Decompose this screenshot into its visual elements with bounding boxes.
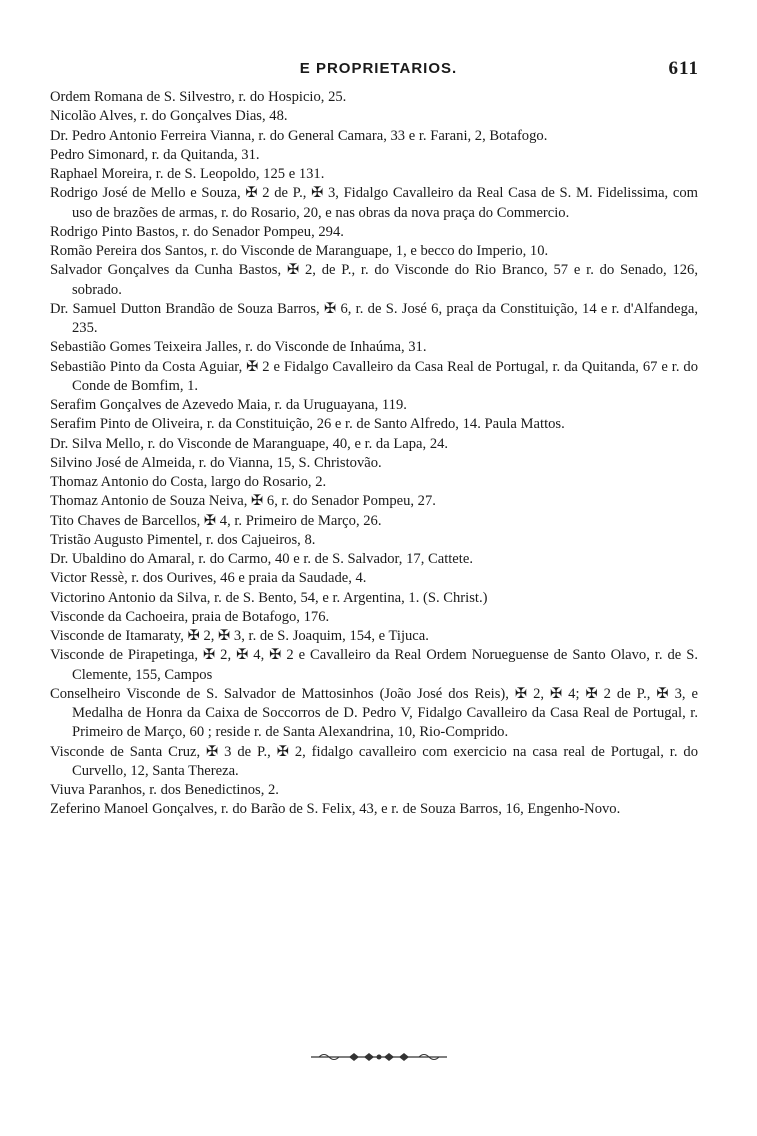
page-number: 611 <box>668 58 699 79</box>
directory-entry: Dr. Pedro Antonio Ferreira Vianna, r. do General Camara, 33 e r. Farani, 2, Botafogo. <box>50 127 548 144</box>
directory-entry: Victorino Antonio da Silva, r. de S. Bento, 54, e r. Argentina, 1. (S. Christ.) <box>50 589 488 606</box>
directory-entry: Visconde da Cachoeira, praia de Botafogo, 176. <box>50 608 330 625</box>
directory-entry: Silvino José de Almeida, r. do Vianna, 15, S. Christovão. <box>50 454 382 471</box>
directory-entry: Visconde de Itamaraty, ✠ 2, ✠ 3, r. de S. Joaquim, 154, e Tijuca. <box>50 628 429 644</box>
running-title: E PROPRIETARIOS. <box>299 60 458 77</box>
directory-entry: Serafim Pinto de Oliveira, r. da Constituição, 26 e r. de Santo Alfredo, 14. Paula Mattos. <box>50 416 565 433</box>
directory-entry: Dr. Samuel Dutton Brandão de Souza Barros, ✠ 6, r. de S. José 6, praça da Constituição, 14 e r. d'Alfandega, 235. <box>50 300 698 336</box>
running-header <box>0 60 757 84</box>
directory-entry: Zeferino Manoel Gonçalves, r. do Barão de S. Felix, 43, e r. de Souza Barros, 16, Engenho-Novo. <box>50 801 621 818</box>
directory-entry: Victor Ressè, r. dos Ourives, 46 e praia da Saudade, 4. <box>50 570 367 587</box>
directory-entry: Sebastião Gomes Teixeira Jalles, r. do Visconde de Inhaúma, 31. <box>50 339 427 356</box>
directory-entry: Dr. Silva Mello, r. do Visconde de Maranguape, 40, e r. da Lapa, 24. <box>50 435 449 452</box>
ornament-rule-icon <box>309 1050 449 1064</box>
directory-entry: Thomaz Antonio do Costa, largo do Rosario, 2. <box>50 474 327 490</box>
directory-entry: Thomaz Antonio de Souza Neiva, ✠ 6, r. do Senador Pompeu, 27. <box>50 493 436 510</box>
directory-entry: Conselheiro Visconde de S. Salvador de Mattosinhos (João José dos Reis), ✠ 2, ✠ 4; ✠ 2 de P., ✠ 3, e Medalha de Honra da Caixa de Soccorros de D. Pedro V, Fidalgo Cavalleiro da Casa Real de Portugal, r. Primeiro de Março, 60 ; reside r. de Santa Alexandrina, 10, Rio-Comprido. <box>50 685 698 741</box>
directory-entry: Rodrigo Pinto Bastos, r. do Senador Pompeu, 294. <box>50 223 344 240</box>
directory-entry: Raphael Moreira, r. de S. Leopoldo, 125 e 131. <box>50 166 325 182</box>
directory-entry: Serafim Gonçalves de Azevedo Maia, r. da Uruguayana, 119. <box>50 397 407 413</box>
directory-entry: Salvador Gonçalves da Cunha Bastos, ✠ 2, de P., r. do Visconde do Rio Branco, 57 e r. do Senado, 126, sobrado. <box>50 262 698 298</box>
directory-entry: Sebastião Pinto da Costa Aguiar, ✠ 2 e Fidalgo Cavalleiro da Casa Real de Portugal, r. da Quitanda, 67 e r. do Conde de Bomfim, 1. <box>50 358 698 394</box>
directory-entry: Romão Pereira dos Santos, r. do Visconde de Maranguape, 1, e becco do Imperio, 10. <box>50 243 549 259</box>
directory-entry: Dr. Ubaldino do Amaral, r. do Carmo, 40 e r. de S. Salvador, 17, Cattete. <box>50 551 473 567</box>
directory-entry: Tito Chaves de Barcellos, ✠ 4, r. Primeiro de Março, 26. <box>50 512 382 529</box>
directory-entry: Nicolão Alves, r. do Gonçalves Dias, 48. <box>50 108 288 125</box>
directory-entry: Visconde de Santa Cruz, ✠ 3 de P., ✠ 2, fidalgo cavalleiro com exercicio na casa real de Portugal, r. do Curvello, 12, Santa Thereza. <box>50 743 698 779</box>
directory-entry: Viuva Paranhos, r. dos Benedictinos, 2. <box>50 782 279 798</box>
directory-entry: Ordem Romana de S. Silvestro, r. do Hospicio, 25. <box>50 89 347 105</box>
directory-entry: Pedro Simonard, r. da Quitanda, 31. <box>50 146 260 163</box>
directory-entry: Tristão Augusto Pimentel, r. dos Cajueiros, 8. <box>50 531 316 548</box>
directory-entries <box>50 88 698 820</box>
directory-entry: Rodrigo José de Mello e Souza, ✠ 2 de P., ✠ 3, Fidalgo Cavalleiro da Real Casa de S. M. Fidelissima, com uso de brazões de armas, r. do Rosario, 20, e nas obras da nova praça do Commercio. <box>50 185 698 221</box>
end-ornament <box>0 1050 757 1069</box>
directory-entry: Visconde de Pirapetinga, ✠ 2, ✠ 4, ✠ 2 e Cavalleiro da Real Ordem Norueguense de Santo Olavo, r. de S. Clemente, 155, Campos <box>50 647 698 683</box>
